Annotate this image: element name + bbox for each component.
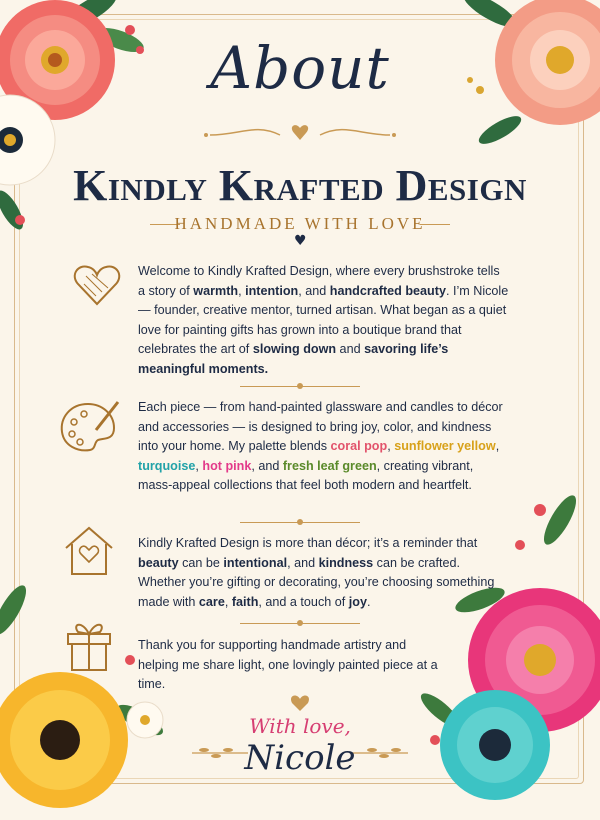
- with-love-text: With love,: [249, 714, 351, 738]
- text-run: coral pop: [330, 439, 388, 453]
- text-run: , and a touch of: [258, 594, 349, 609]
- heart-icon: [72, 262, 122, 308]
- text-run: beauty: [138, 555, 179, 570]
- text-run: . I’m Nicole — founder, creative mentor, turned artisan. What began as a quiet love for painting gifts has grown into a boutique brand that celebrates the art of: [138, 283, 509, 356]
- text-run: , and: [298, 283, 330, 298]
- palette-paragraph: [138, 398, 510, 496]
- section-divider-dot: [297, 383, 303, 389]
- text-run: warmth: [193, 283, 239, 298]
- text-run: and: [336, 342, 365, 356]
- text-run: joy: [348, 594, 367, 609]
- text-run: handcrafted beauty: [329, 283, 446, 298]
- signature-name: Nicole: [244, 738, 356, 778]
- text-run: savoring life’s meaningful moments.: [138, 342, 449, 376]
- text-run: , and: [287, 555, 319, 570]
- text-run: , creating vibrant, mass-appeal collections that feel both modern and heartfelt.: [138, 458, 474, 492]
- text-run: intention: [245, 283, 299, 298]
- tagline: HANDMADE WITH LOVE: [174, 214, 426, 233]
- text-run: slowing down: [252, 342, 337, 356]
- thanks-paragraph: [138, 636, 438, 695]
- section-divider-dot: [297, 620, 303, 626]
- text-run: ,: [195, 458, 203, 473]
- text-run: Each piece — from hand-painted glassware and candles to décor and accessories — is designed to bring joy, color, and kindness into your home. My palette blends: [138, 400, 503, 453]
- text-run: .: [366, 594, 371, 609]
- about-heading: About: [210, 34, 390, 102]
- text-run: Kindly Krafted Design is more than décor; it’s a reminder that: [138, 536, 478, 550]
- text-run: Thank you for supporting handmade artistry and helping me share light, one lovingly painted piece at a time.: [138, 638, 438, 691]
- section-divider-dot: [297, 519, 303, 525]
- text-run: faith: [231, 594, 259, 609]
- text-run: ,: [238, 283, 246, 298]
- intro-paragraph: [138, 262, 510, 379]
- brand-title: Kindly Krafted Design: [73, 161, 527, 210]
- text-run: care: [198, 594, 225, 609]
- text-run: ,: [495, 439, 500, 453]
- text-run: fresh leaf green: [282, 458, 377, 473]
- text-run: ,: [387, 439, 395, 453]
- text-run: turquoise: [138, 458, 196, 473]
- text-run: hot pink: [202, 458, 252, 473]
- text-run: ,: [224, 594, 232, 609]
- house-icon: [62, 524, 116, 578]
- text-run: intentional: [223, 555, 288, 570]
- text-run: , and: [251, 458, 283, 473]
- flourish-divider: [200, 118, 400, 152]
- text-run: kindness: [318, 555, 374, 570]
- text-run: sunflower yellow: [394, 439, 496, 453]
- text-run: Welcome to Kindly Krafted Design, where every brushstroke tells a story of: [138, 264, 500, 298]
- text-run: can be: [178, 555, 224, 570]
- reminder-paragraph: [138, 534, 510, 612]
- palette-icon: [58, 400, 120, 456]
- gold-heart-icon: [284, 693, 316, 715]
- text-run: can be crafted. Whether you’re gifting or decorating, you’re choosing something made with: [138, 555, 495, 609]
- small-heart-icon: ♥: [294, 233, 307, 249]
- gift-icon: [64, 616, 114, 674]
